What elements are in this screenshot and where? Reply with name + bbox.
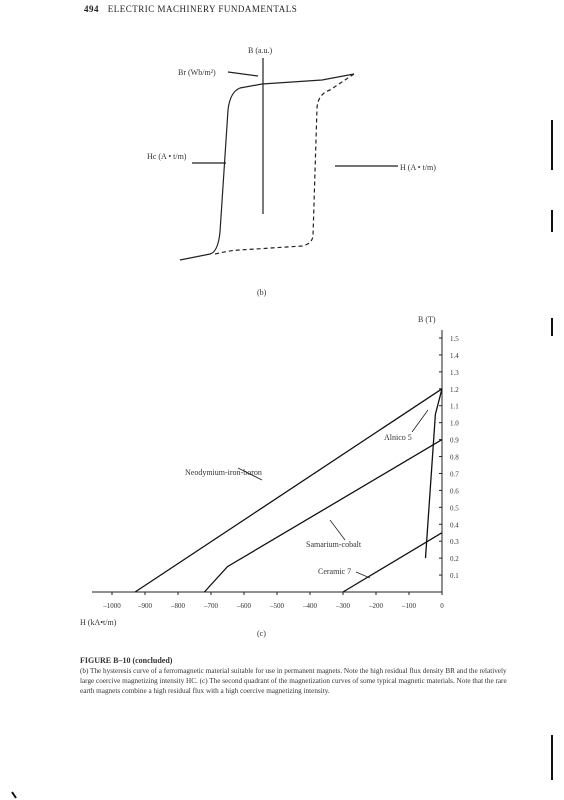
series-line-neodymium-iron-boron <box>135 389 442 592</box>
x-tick-label: –900 <box>138 602 152 610</box>
x-tick-label: –300 <box>336 602 350 610</box>
samarium-label: Samarium-cobalt <box>306 540 362 549</box>
figure-b <box>180 58 398 260</box>
panel-c-label: (c) <box>257 629 266 638</box>
b-tesla-axis-label: B (T) <box>418 315 436 324</box>
x-tick-label: –600 <box>237 602 251 610</box>
x-tick-label: –100 <box>402 602 416 610</box>
y-tick-label: 0.3 <box>450 538 459 547</box>
x-tick-label: –1000 <box>103 602 121 610</box>
y-tick-label: 1.5 <box>450 335 459 343</box>
b-axis-label: B (a.u.) <box>248 46 273 55</box>
y-tick-label: 0.8 <box>450 453 459 462</box>
y-tick-label: 1.2 <box>450 385 459 394</box>
alnico-leader <box>412 410 428 432</box>
edge-mark <box>12 792 16 798</box>
y-tick-label: 0.4 <box>450 521 459 530</box>
neodymium-label: Neodymium-iron-boron <box>185 468 262 477</box>
x-tick-label: –400 <box>303 602 317 610</box>
x-tick-label: 0 <box>440 602 444 610</box>
figure-number: FIGURE B–10 (concluded) <box>80 656 173 665</box>
samarium-leader <box>330 520 345 540</box>
ceramic-label: Ceramic 7 <box>318 567 352 576</box>
y-tick-label: 0.6 <box>450 487 459 496</box>
y-tick-label: 0.2 <box>450 555 459 564</box>
h-axis-label: H (A • t/m) <box>400 163 436 172</box>
ceramic-leader <box>356 572 370 578</box>
panel-b-label: (b) <box>257 288 267 297</box>
x-tick-label: –800 <box>171 602 185 610</box>
y-tick-label: 0.9 <box>450 436 459 445</box>
y-tick-label: 1.0 <box>450 419 459 428</box>
y-tick-label: 1.4 <box>450 351 459 360</box>
y-tick-label: 1.1 <box>450 402 459 411</box>
y-tick-label: 0.1 <box>450 572 459 581</box>
caption-text: (b) The hysteresis curve of a ferromagnetic material suitable for use in permanent magnets. Note the high residual flux density BR and the relatively large coercive magnetizing intensity HC. (c) The second quadrant of the magnetization curves of some typical magnetic materials. Note that the rare earth magnets combine a high residual flux with a high coercive magnetizing intensity. <box>80 667 507 695</box>
br-label: Br (Wb/m²) <box>178 68 216 77</box>
x-tick-label: –500 <box>270 602 284 610</box>
x-tick-label: –200 <box>369 602 383 610</box>
alnico-label: Alnico 5 <box>384 433 412 442</box>
y-tick-label: 0.5 <box>450 504 459 513</box>
figure-c-chart <box>92 330 459 610</box>
y-tick-label: 1.3 <box>450 368 459 377</box>
br-leader-line <box>228 72 258 76</box>
y-tick-label: 0.7 <box>450 470 459 479</box>
running-title: ELECTRIC MACHINERY FUNDAMENTALS <box>107 4 298 14</box>
hysteresis-left-branch <box>180 74 354 260</box>
hysteresis-right-branch <box>215 74 354 254</box>
x-tick-label: –700 <box>204 602 218 610</box>
scan-edge-marks <box>12 120 552 798</box>
figure-caption <box>80 656 520 696</box>
h-ka-axis-label: H (kA•t/m) <box>80 618 117 627</box>
page-number: 494 <box>84 4 99 14</box>
hc-label: Hc (A • t/m) <box>147 152 187 161</box>
